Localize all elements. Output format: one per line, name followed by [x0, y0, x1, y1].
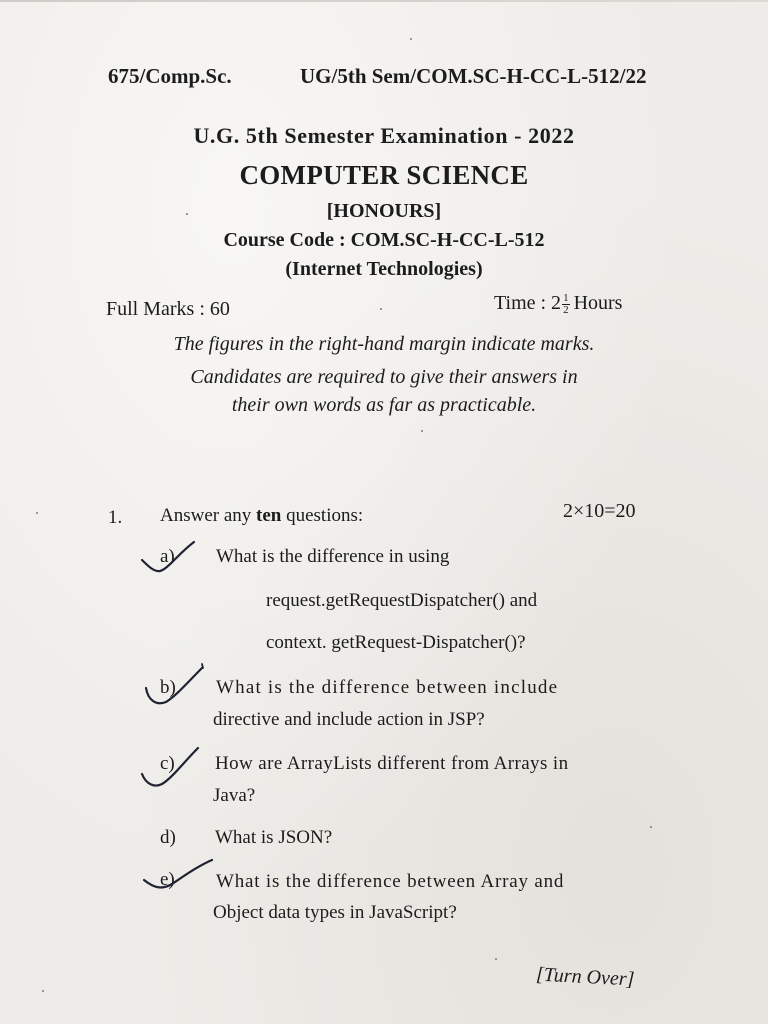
- tick-mark-a: [138, 538, 198, 578]
- subject-title: COMPUTER SCIENCE: [239, 160, 529, 190]
- question-instruction: [160, 505, 363, 527]
- tick-mark-c: [138, 744, 202, 794]
- page-top-edge: [0, 0, 768, 2]
- subquestion-label-d: d): [160, 827, 176, 848]
- scan-speck: [650, 826, 652, 828]
- question-marks: 2×10=20: [563, 500, 636, 522]
- paper-name: (Internet Technologies): [285, 258, 483, 280]
- time-allowed: [494, 292, 622, 316]
- instruction-line: Candidates are required to give their answers in: [190, 366, 578, 388]
- subquestion-b-line: What is the difference between include: [216, 677, 559, 698]
- time-suffix: Hours: [573, 292, 623, 314]
- subquestion-a-line: context. getRequest-Dispatcher()?: [266, 632, 526, 653]
- question-instruction-suffix: questions:: [286, 505, 364, 526]
- subquestion-d-line: What is JSON?: [215, 827, 333, 848]
- course-reference: UG/5th Sem/COM.SC-H-CC-L-512/22: [300, 64, 647, 88]
- scan-speck: [36, 512, 38, 514]
- time-fraction-numerator: 1: [563, 291, 569, 304]
- time-prefix: Time : 2: [494, 292, 562, 314]
- question-instruction-prefix: Answer any: [160, 505, 252, 526]
- time-fraction: [562, 293, 570, 316]
- instruction-line: The figures in the right-hand margin indicate marks.: [173, 333, 595, 355]
- scan-speck: [421, 430, 423, 432]
- honours-label: [HONOURS]: [326, 200, 442, 222]
- subquestion-a-line: What is the difference in using: [216, 546, 450, 567]
- turn-over-note: [Turn Over]: [535, 963, 635, 991]
- instruction-line: their own words as far as practicable.: [231, 394, 537, 416]
- tick-mark-e: [140, 858, 216, 898]
- subquestion-b-line: directive and include action in JSP?: [213, 709, 485, 730]
- subquestion-label-b: b): [160, 677, 176, 698]
- subquestion-label-a: a): [160, 546, 175, 567]
- question-number: 1.: [108, 507, 123, 528]
- subquestion-c-line: Java?: [213, 785, 256, 806]
- scan-speck: [42, 990, 44, 992]
- subquestion-e-line: What is the difference between Array and: [216, 871, 565, 892]
- scan-speck: [495, 958, 497, 960]
- full-marks: Full Marks : 60: [106, 298, 230, 320]
- scan-speck: [410, 38, 412, 40]
- scan-speck: [186, 213, 188, 215]
- exam-title: U.G. 5th Semester Examination - 2022: [193, 123, 575, 148]
- time-fraction-denominator: 2: [563, 303, 569, 316]
- subquestion-c-line: How are ArrayLists different from Arrays in: [215, 753, 569, 774]
- subquestion-a-line: request.getRequestDispatcher() and: [266, 590, 538, 611]
- course-code: Course Code : COM.SC-H-CC-L-512: [223, 229, 545, 251]
- subquestion-e-line: Object data types in JavaScript?: [213, 902, 457, 923]
- subquestion-label-e: e): [160, 869, 175, 890]
- tick-mark-b: [140, 662, 206, 712]
- question-instruction-count: ten: [256, 505, 282, 526]
- paper-code: 675/Comp.Sc.: [108, 64, 232, 88]
- subquestion-label-c: c): [160, 753, 175, 774]
- scan-speck: [380, 308, 382, 310]
